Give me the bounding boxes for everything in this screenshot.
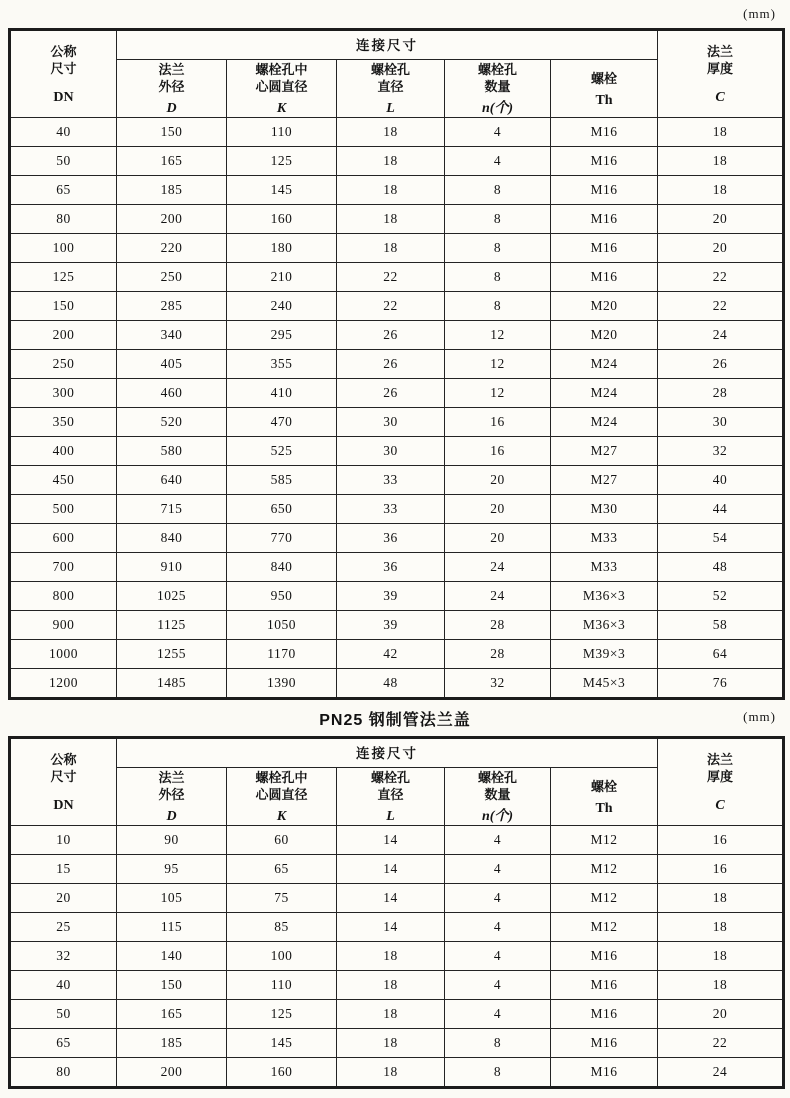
table-cell: 900 xyxy=(10,611,117,640)
table-cell: 8 xyxy=(445,205,551,234)
table-cell: 40 xyxy=(658,466,784,495)
table-cell: 1200 xyxy=(10,669,117,699)
header-bolt-thread: 螺栓 Th xyxy=(551,60,658,118)
table-cell: 16 xyxy=(445,408,551,437)
header-bolt-thread: 螺栓 Th xyxy=(551,768,658,826)
table-row xyxy=(10,826,784,855)
table-cell: 220 xyxy=(117,234,227,263)
table-row xyxy=(10,350,784,379)
table-cell: 18 xyxy=(658,176,784,205)
table-cell: M30 xyxy=(551,495,658,524)
table-cell: 18 xyxy=(337,942,445,971)
table-cell: 39 xyxy=(337,582,445,611)
table-cell: 650 xyxy=(227,495,337,524)
table-cell: 24 xyxy=(658,1058,784,1088)
table-cell: 200 xyxy=(117,205,227,234)
table-row xyxy=(10,176,784,205)
table-cell: 160 xyxy=(227,205,337,234)
table-cell: 950 xyxy=(227,582,337,611)
table-cell: 22 xyxy=(658,1029,784,1058)
table-cell: 110 xyxy=(227,971,337,1000)
table-cell: 36 xyxy=(337,553,445,582)
table-cell: 85 xyxy=(227,913,337,942)
table-cell: 150 xyxy=(117,118,227,147)
table-cell: M33 xyxy=(551,524,658,553)
table-cell: 18 xyxy=(337,1000,445,1029)
table-cell: 12 xyxy=(445,321,551,350)
table-cell: 28 xyxy=(445,640,551,669)
table-cell: 150 xyxy=(10,292,117,321)
table-cell: 18 xyxy=(337,1058,445,1088)
table-cell: 165 xyxy=(117,1000,227,1029)
table-cell: 4 xyxy=(445,1000,551,1029)
table-cell: 1125 xyxy=(117,611,227,640)
table-cell: 33 xyxy=(337,466,445,495)
table-cell: 125 xyxy=(10,263,117,292)
table-cell: 350 xyxy=(10,408,117,437)
table-cell: 770 xyxy=(227,524,337,553)
table-cell: 340 xyxy=(117,321,227,350)
table-cell: 500 xyxy=(10,495,117,524)
table-cell: 25 xyxy=(10,913,117,942)
table-cell: 20 xyxy=(658,234,784,263)
table-cell: 18 xyxy=(658,942,784,971)
table-cell: 20 xyxy=(445,495,551,524)
table-cell: 185 xyxy=(117,1029,227,1058)
table-cell: 125 xyxy=(227,1000,337,1029)
table-cell: 20 xyxy=(658,205,784,234)
table-cell: 840 xyxy=(117,524,227,553)
table-cell: 36 xyxy=(337,524,445,553)
table-row xyxy=(10,379,784,408)
header-bolt-hole-diameter: 螺栓孔 直径 L xyxy=(337,60,445,118)
table-cell: 22 xyxy=(658,292,784,321)
header-flange-thickness: 法兰 厚度 C xyxy=(658,30,784,118)
table-cell: 600 xyxy=(10,524,117,553)
table-cell: 30 xyxy=(337,437,445,466)
table-cell: M16 xyxy=(551,205,658,234)
table-cell: 200 xyxy=(117,1058,227,1088)
table-cell: 8 xyxy=(445,176,551,205)
table-cell: 18 xyxy=(337,205,445,234)
table-cell: 460 xyxy=(117,379,227,408)
table-cell: 4 xyxy=(445,913,551,942)
table-cell: 64 xyxy=(658,640,784,669)
table-cell: 24 xyxy=(658,321,784,350)
table-cell: 18 xyxy=(337,118,445,147)
table-row xyxy=(10,913,784,942)
header-bolt-hole-count: 螺栓孔 数量 n(个) xyxy=(445,768,551,826)
header-nominal-size: 公称 尺寸 DN xyxy=(10,738,117,826)
table-cell: 4 xyxy=(445,884,551,913)
table-cell: M12 xyxy=(551,855,658,884)
table-row xyxy=(10,205,784,234)
table-cell: M45×3 xyxy=(551,669,658,699)
table-cell: M33 xyxy=(551,553,658,582)
table-cell: 60 xyxy=(227,826,337,855)
table-cell: 355 xyxy=(227,350,337,379)
table-cell: 1390 xyxy=(227,669,337,699)
header-connection-dimensions: 连接尺寸 xyxy=(117,738,658,768)
table-row xyxy=(10,321,784,350)
table-cell: 20 xyxy=(445,524,551,553)
header-bolt-circle-diameter: 螺栓孔中 心圆直径 K xyxy=(227,768,337,826)
table-cell: 18 xyxy=(337,234,445,263)
table-cell: 10 xyxy=(10,826,117,855)
table-cell: 8 xyxy=(445,234,551,263)
table-cell: 580 xyxy=(117,437,227,466)
table-cell: 8 xyxy=(445,263,551,292)
table-cell: 18 xyxy=(658,913,784,942)
table-cell: 18 xyxy=(658,884,784,913)
table-cell: M24 xyxy=(551,408,658,437)
table-cell: 40 xyxy=(10,971,117,1000)
table-cell: 150 xyxy=(117,971,227,1000)
table-cell: 295 xyxy=(227,321,337,350)
table-cell: 8 xyxy=(445,1029,551,1058)
table-cell: 90 xyxy=(117,826,227,855)
table-cell: 165 xyxy=(117,147,227,176)
table-cell: 240 xyxy=(227,292,337,321)
table-cell: 185 xyxy=(117,176,227,205)
table-cell: 125 xyxy=(227,147,337,176)
table-cell: 4 xyxy=(445,118,551,147)
table-row xyxy=(10,263,784,292)
table-row xyxy=(10,524,784,553)
table-cell: M36×3 xyxy=(551,582,658,611)
table-row xyxy=(10,669,784,699)
table-cell: M16 xyxy=(551,1029,658,1058)
table-cell: 24 xyxy=(445,582,551,611)
table-cell: 20 xyxy=(658,1000,784,1029)
table-cell: 20 xyxy=(10,884,117,913)
table-row xyxy=(10,582,784,611)
table-cell: 32 xyxy=(445,669,551,699)
table-cell: 32 xyxy=(10,942,117,971)
table-cell: 65 xyxy=(227,855,337,884)
table-cell: 180 xyxy=(227,234,337,263)
unit-label: (mm) xyxy=(743,709,776,724)
table-cell: 450 xyxy=(10,466,117,495)
table-cell: 200 xyxy=(10,321,117,350)
table-cell: 44 xyxy=(658,495,784,524)
table-row xyxy=(10,118,784,147)
table-cell: 1170 xyxy=(227,640,337,669)
table-row xyxy=(10,147,784,176)
table-cell: 18 xyxy=(337,176,445,205)
table-cell: 8 xyxy=(445,1058,551,1088)
table-cell: 14 xyxy=(337,913,445,942)
unit-label: (mm) xyxy=(743,6,776,21)
table-cell: 585 xyxy=(227,466,337,495)
table-cell: 18 xyxy=(658,147,784,176)
table-cell: M16 xyxy=(551,147,658,176)
table-cell: M16 xyxy=(551,1000,658,1029)
header-connection-dimensions: 连接尺寸 xyxy=(117,30,658,60)
table-row xyxy=(10,855,784,884)
table-cell: 525 xyxy=(227,437,337,466)
table-row xyxy=(10,437,784,466)
table-row xyxy=(10,971,784,1000)
table-row xyxy=(10,884,784,913)
table-cell: 18 xyxy=(658,971,784,1000)
table-cell: 400 xyxy=(10,437,117,466)
table-cell: 22 xyxy=(337,292,445,321)
table-cell: 75 xyxy=(227,884,337,913)
table-cell: 32 xyxy=(658,437,784,466)
table-cell: 285 xyxy=(117,292,227,321)
table-cell: 145 xyxy=(227,176,337,205)
table-cell: 54 xyxy=(658,524,784,553)
table-cell: 12 xyxy=(445,379,551,408)
table-cell: 405 xyxy=(117,350,227,379)
table-row xyxy=(10,640,784,669)
section-title: PN25 钢制管法兰盖 xyxy=(319,711,471,729)
flange-dimension-table-2 xyxy=(8,736,785,1089)
table-cell: 16 xyxy=(445,437,551,466)
table-cell: M36×3 xyxy=(551,611,658,640)
table-cell: 65 xyxy=(10,1029,117,1058)
table-row xyxy=(10,292,784,321)
table-cell: 80 xyxy=(10,205,117,234)
table-cell: 20 xyxy=(445,466,551,495)
table-cell: 76 xyxy=(658,669,784,699)
table-cell: 52 xyxy=(658,582,784,611)
table-cell: 1050 xyxy=(227,611,337,640)
table-row xyxy=(10,1029,784,1058)
table-cell: 18 xyxy=(337,1029,445,1058)
table-row xyxy=(10,611,784,640)
table-cell: 105 xyxy=(117,884,227,913)
table-cell: 30 xyxy=(337,408,445,437)
table-cell: M16 xyxy=(551,942,658,971)
table-cell: 140 xyxy=(117,942,227,971)
table-cell: M12 xyxy=(551,913,658,942)
table-cell: 42 xyxy=(337,640,445,669)
table-row xyxy=(10,1000,784,1029)
table-cell: 250 xyxy=(117,263,227,292)
table-cell: 14 xyxy=(337,855,445,884)
table-cell: 160 xyxy=(227,1058,337,1088)
table-row xyxy=(10,466,784,495)
table-cell: 48 xyxy=(337,669,445,699)
table-cell: 4 xyxy=(445,855,551,884)
table-cell: 26 xyxy=(337,379,445,408)
table-row xyxy=(10,1058,784,1088)
table-cell: 910 xyxy=(117,553,227,582)
table-cell: M24 xyxy=(551,379,658,408)
table-cell: 18 xyxy=(658,118,784,147)
table-cell: 26 xyxy=(337,321,445,350)
table-cell: 24 xyxy=(445,553,551,582)
table-cell: 110 xyxy=(227,118,337,147)
table-cell: 840 xyxy=(227,553,337,582)
table-cell: M20 xyxy=(551,292,658,321)
table-cell: 30 xyxy=(658,408,784,437)
table-cell: 410 xyxy=(227,379,337,408)
table-cell: M16 xyxy=(551,971,658,1000)
table-cell: M27 xyxy=(551,437,658,466)
table-cell: 1025 xyxy=(117,582,227,611)
table-cell: 80 xyxy=(10,1058,117,1088)
table-cell: 100 xyxy=(227,942,337,971)
header-bolt-hole-diameter: 螺栓孔 直径 L xyxy=(337,768,445,826)
flange-dimension-table-1 xyxy=(8,28,785,700)
table-cell: 250 xyxy=(10,350,117,379)
table-cell: 4 xyxy=(445,971,551,1000)
table-cell: M16 xyxy=(551,234,658,263)
table-row xyxy=(10,553,784,582)
table-cell: 145 xyxy=(227,1029,337,1058)
table-cell: 26 xyxy=(337,350,445,379)
table-cell: M20 xyxy=(551,321,658,350)
header-flange-od: 法兰 外径 D xyxy=(117,768,227,826)
table-cell: 40 xyxy=(10,118,117,147)
table-cell: M39×3 xyxy=(551,640,658,669)
table-cell: M12 xyxy=(551,884,658,913)
table-cell: 28 xyxy=(658,379,784,408)
table-row xyxy=(10,495,784,524)
table-cell: M16 xyxy=(551,263,658,292)
table-cell: 4 xyxy=(445,942,551,971)
table-row xyxy=(10,234,784,263)
table-cell: 16 xyxy=(658,826,784,855)
table-cell: 95 xyxy=(117,855,227,884)
table-cell: 14 xyxy=(337,884,445,913)
table-cell: 26 xyxy=(658,350,784,379)
table-cell: 4 xyxy=(445,826,551,855)
table-cell: 65 xyxy=(10,176,117,205)
section-heading-row xyxy=(8,700,782,736)
table-cell: 700 xyxy=(10,553,117,582)
table-row xyxy=(10,408,784,437)
table-cell: 715 xyxy=(117,495,227,524)
table-cell: M12 xyxy=(551,826,658,855)
table-cell: 28 xyxy=(445,611,551,640)
header-bolt-hole-count: 螺栓孔 数量 n(个) xyxy=(445,60,551,118)
table-cell: 1000 xyxy=(10,640,117,669)
table-cell: 520 xyxy=(117,408,227,437)
table-cell: 12 xyxy=(445,350,551,379)
table-cell: 18 xyxy=(337,147,445,176)
table-cell: 50 xyxy=(10,1000,117,1029)
table-cell: 100 xyxy=(10,234,117,263)
header-nominal-size: 公称 尺寸 DN xyxy=(10,30,117,118)
table-cell: 14 xyxy=(337,826,445,855)
table-cell: 33 xyxy=(337,495,445,524)
table-row xyxy=(10,942,784,971)
table-cell: 50 xyxy=(10,147,117,176)
table-cell: 115 xyxy=(117,913,227,942)
table-cell: M27 xyxy=(551,466,658,495)
table-cell: 15 xyxy=(10,855,117,884)
header-flange-od: 法兰 外径 D xyxy=(117,60,227,118)
table-cell: 470 xyxy=(227,408,337,437)
table-cell: M16 xyxy=(551,118,658,147)
table-cell: 210 xyxy=(227,263,337,292)
header-bolt-circle-diameter: 螺栓孔中 心圆直径 K xyxy=(227,60,337,118)
table-cell: 18 xyxy=(337,971,445,1000)
table-cell: M24 xyxy=(551,350,658,379)
table-cell: 8 xyxy=(445,292,551,321)
table-cell: 640 xyxy=(117,466,227,495)
table-cell: 22 xyxy=(337,263,445,292)
table-cell: 300 xyxy=(10,379,117,408)
table-cell: 4 xyxy=(445,147,551,176)
table-cell: 1485 xyxy=(117,669,227,699)
header-flange-thickness: 法兰 厚度 C xyxy=(658,738,784,826)
table-cell: 16 xyxy=(658,855,784,884)
table-cell: 58 xyxy=(658,611,784,640)
table-cell: M16 xyxy=(551,1058,658,1088)
table-cell: 22 xyxy=(658,263,784,292)
table-cell: 39 xyxy=(337,611,445,640)
table-cell: M16 xyxy=(551,176,658,205)
table-cell: 1255 xyxy=(117,640,227,669)
table-cell: 800 xyxy=(10,582,117,611)
table-cell: 48 xyxy=(658,553,784,582)
